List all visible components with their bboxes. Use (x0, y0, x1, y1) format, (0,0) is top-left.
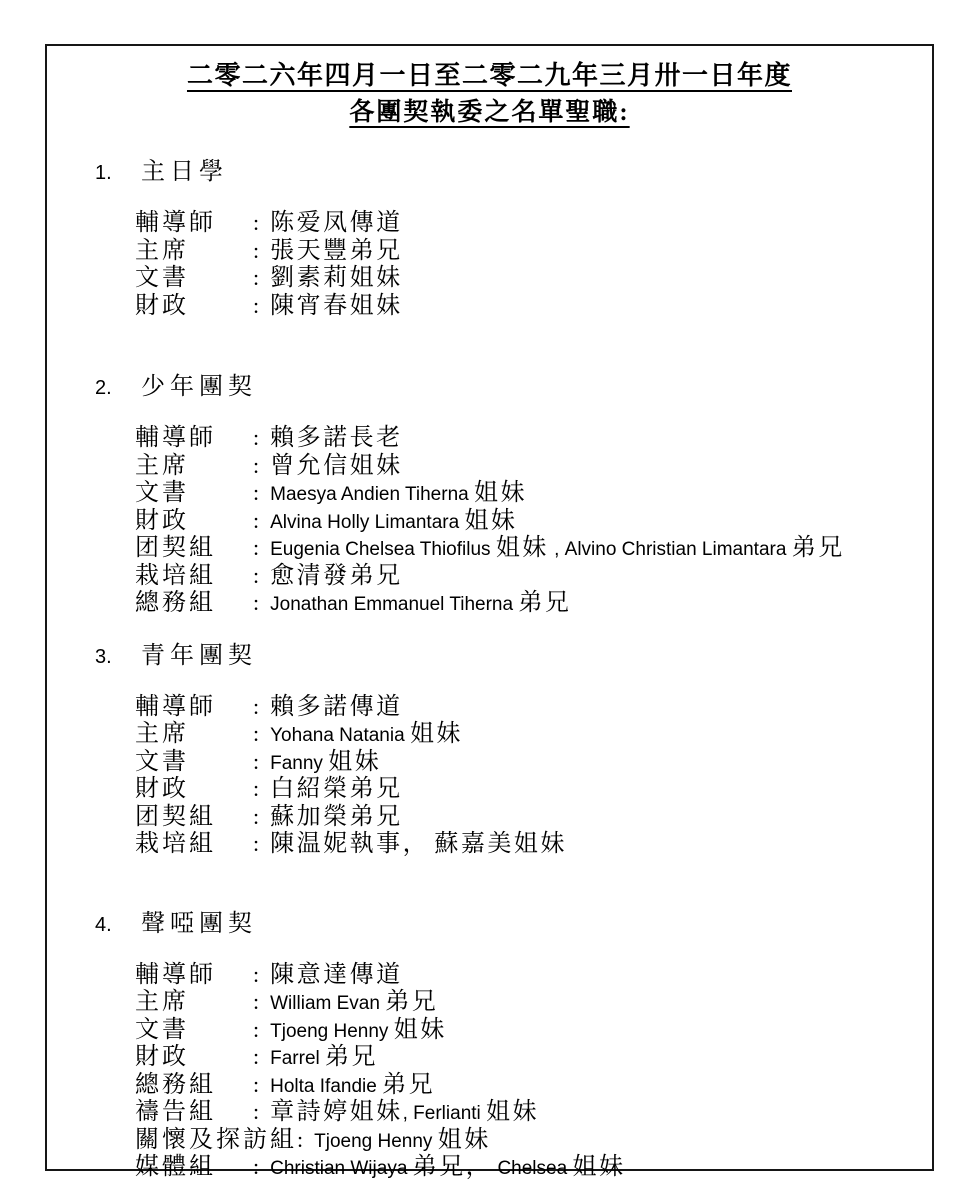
role-label: 財政 (135, 776, 189, 802)
section-heading-row (95, 157, 932, 188)
member-name: 章詩婷姐妹, Ferlianti 姐妹 (270, 1099, 540, 1125)
member-name: Holta Ifandie 弟兄 (270, 1071, 436, 1098)
member-name: Eugenia Chelsea Thiofilus 姐妹 , Alvino Christian Limantara 弟兄 (270, 535, 845, 561)
cjk-text: 姐妹 (572, 1154, 626, 1180)
cjk-text: 姐妹 (473, 480, 527, 506)
cjk-text: 姐妹 (495, 535, 549, 561)
role-label: 主席 (135, 721, 189, 747)
colon-separator: : (253, 452, 260, 478)
committee-row (135, 989, 932, 1017)
committee-rows (135, 425, 932, 618)
colon-separator: : (253, 803, 260, 829)
role-label: 主席 (135, 237, 189, 264)
member-name (270, 831, 567, 857)
colon-separator: : (253, 562, 260, 588)
role-label: 輔導師 (135, 210, 216, 236)
colon-separator: : (253, 507, 260, 533)
committee-row (135, 535, 932, 563)
committee-row (135, 508, 932, 536)
member-name (270, 237, 403, 264)
colon-separator: : (253, 292, 260, 318)
section-heading-row (95, 372, 932, 403)
member-name (270, 210, 403, 236)
member-name: Fanny 姐妹 (270, 748, 382, 775)
member-name: Tjoeng Henny 姐妹 (270, 1016, 447, 1043)
role-label: 總務組 (135, 1071, 216, 1098)
committee-row (135, 962, 932, 990)
cjk-text: 劉素莉姐妹 (270, 265, 403, 291)
committee-row (135, 694, 932, 722)
cjk-text: 姐妹 (328, 748, 382, 775)
role-label: 輔導師 (135, 693, 216, 720)
section-heading: 聲啞團契 (141, 910, 257, 937)
cjk-text: 曾允信姐妹 (270, 452, 403, 479)
role-label: 輔導師 (135, 425, 216, 451)
section-heading-row (95, 641, 932, 672)
member-name: Tjoeng Henny 姐妹 (314, 1126, 491, 1153)
committee-row (135, 563, 932, 591)
section-number: 3. (95, 645, 112, 668)
committee-rows (135, 694, 932, 859)
cjk-text: 姐妹 (409, 721, 463, 747)
committee-rows (135, 962, 932, 1182)
role-label: 總務組 (135, 590, 216, 616)
committee-row (135, 590, 932, 618)
fellowship-section (95, 372, 932, 618)
colon-separator: : (253, 748, 260, 774)
cjk-text: 章詩婷姐妹 (270, 1099, 403, 1125)
committee-row (135, 210, 932, 238)
cjk-text: 蘇加榮弟兄 (270, 803, 403, 830)
committee-row (135, 831, 932, 859)
colon-separator: : (253, 425, 260, 450)
cjk-text: 弟兄 (385, 989, 439, 1015)
section-heading: 主日學 (141, 159, 228, 185)
committee-row (135, 480, 932, 508)
colon-separator: : (253, 1099, 260, 1124)
cjk-text: 陈爱凤傳道 (270, 210, 403, 236)
colon-separator: : (253, 480, 260, 505)
colon-separator: : (253, 535, 260, 560)
member-name (270, 961, 403, 988)
cjk-text: 陳温妮執事， (270, 831, 430, 857)
member-name (270, 693, 403, 720)
section-number: 2. (95, 377, 112, 399)
role-label: 主席 (135, 989, 189, 1015)
cjk-text: 白紹榮弟兄 (270, 776, 403, 802)
sections-list (47, 157, 932, 1182)
colon-separator: : (253, 1016, 260, 1042)
cjk-text: 賴多諾長老 (270, 425, 403, 451)
member-name (270, 562, 403, 589)
section-number: 4. (95, 913, 112, 936)
section-number: 1. (95, 162, 112, 184)
cjk-text: 陳宵春姐妹 (270, 292, 403, 319)
committee-row (135, 1072, 932, 1100)
committee-row (135, 1127, 932, 1155)
role-label: 媒體組 (135, 1154, 216, 1180)
committee-row (135, 1017, 932, 1045)
colon-separator: : (253, 776, 260, 801)
committee-row (135, 453, 932, 481)
role-label: 文書 (135, 748, 189, 775)
document-title: 二零二六年四月一日至二零二九年三月卅一日年度 (186, 61, 792, 90)
cjk-text: 愈清發弟兄 (270, 562, 403, 589)
role-label: 主席 (135, 452, 189, 479)
member-name (270, 425, 403, 451)
cjk-text: 姐妹 (437, 1126, 491, 1153)
committee-row (135, 1044, 932, 1072)
committee-row (135, 293, 932, 321)
member-name (270, 292, 403, 319)
cjk-text: 陳意達傳道 (270, 961, 403, 988)
member-name (270, 803, 403, 830)
member-name: Farrel 弟兄 (270, 1044, 379, 1070)
cjk-text: 賴多諾傳道 (270, 693, 403, 720)
colon-separator: : (253, 265, 260, 290)
colon-separator: : (297, 1126, 304, 1152)
committee-row (135, 238, 932, 266)
colon-separator: : (253, 693, 260, 719)
role-label: 栽培組 (135, 562, 216, 589)
section-heading: 青年團契 (141, 642, 257, 669)
member-name (270, 452, 403, 479)
colon-separator: : (253, 1044, 260, 1069)
member-name: William Evan 弟兄 (270, 989, 439, 1015)
cjk-text: 弟兄 (382, 1071, 436, 1098)
colon-separator: : (253, 1071, 260, 1097)
colon-separator: : (253, 210, 260, 235)
committee-row (135, 1099, 932, 1127)
role-label: 栽培組 (135, 831, 216, 857)
member-name (270, 776, 403, 802)
fellowship-section (95, 641, 932, 859)
section-heading: 少年團契 (141, 374, 257, 400)
role-label: 文書 (135, 1016, 189, 1043)
cjk-text: 弟兄 (791, 535, 845, 561)
fellowship-section (95, 157, 932, 320)
role-label: 關懷及探訪組 (135, 1126, 297, 1153)
role-label: 財政 (135, 292, 189, 319)
cjk-text: 弟兄， (412, 1154, 493, 1180)
member-name: Jonathan Emmanuel Tiherna 弟兄 (270, 590, 572, 616)
page-border (45, 44, 934, 1180)
committee-row (135, 265, 932, 293)
member-name (270, 265, 403, 291)
colon-separator: : (253, 590, 260, 615)
colon-separator: : (253, 721, 260, 746)
committee-row (135, 776, 932, 804)
role-label: 財政 (135, 507, 189, 534)
section-heading-row (95, 909, 932, 940)
committee-row (135, 721, 932, 749)
colon-separator: : (253, 989, 260, 1014)
cjk-text: 張天豐弟兄 (270, 237, 403, 264)
cjk-text: 姐妹 (464, 507, 518, 534)
cjk-text: 蘇嘉美姐妹 (434, 831, 567, 857)
committee-row (135, 425, 932, 453)
cjk-text: 弟兄 (325, 1044, 379, 1070)
role-label: 禱告組 (135, 1099, 216, 1125)
colon-separator: : (253, 961, 260, 987)
document-subtitle: 各團契執委之名單聖職: (349, 99, 630, 126)
committee-row (135, 804, 932, 832)
committee-row (135, 1154, 932, 1182)
role-label: 团契組 (135, 535, 216, 561)
role-label: 文書 (135, 480, 189, 506)
member-name: Maesya Andien Tiherna 姐妹 (270, 480, 527, 506)
member-name: Alvina Holly Limantara 姐妹 (270, 507, 518, 534)
member-name: Yohana Natania 姐妹 (270, 721, 463, 747)
cjk-text: 姐妹 (393, 1016, 447, 1043)
role-label: 团契組 (135, 803, 216, 830)
committee-row (135, 749, 932, 777)
colon-separator: : (253, 1154, 260, 1179)
fellowship-section (95, 909, 932, 1182)
colon-separator: : (253, 237, 260, 263)
role-label: 輔導師 (135, 961, 216, 988)
role-label: 財政 (135, 1044, 189, 1070)
role-label: 文書 (135, 265, 189, 291)
colon-separator: : (253, 831, 260, 856)
cjk-text: 弟兄 (518, 590, 572, 616)
member-name: Christian Wijaya 弟兄， Chelsea 姐妹 (270, 1154, 626, 1180)
cjk-text: 姐妹 (486, 1099, 540, 1125)
committee-rows (135, 210, 932, 320)
